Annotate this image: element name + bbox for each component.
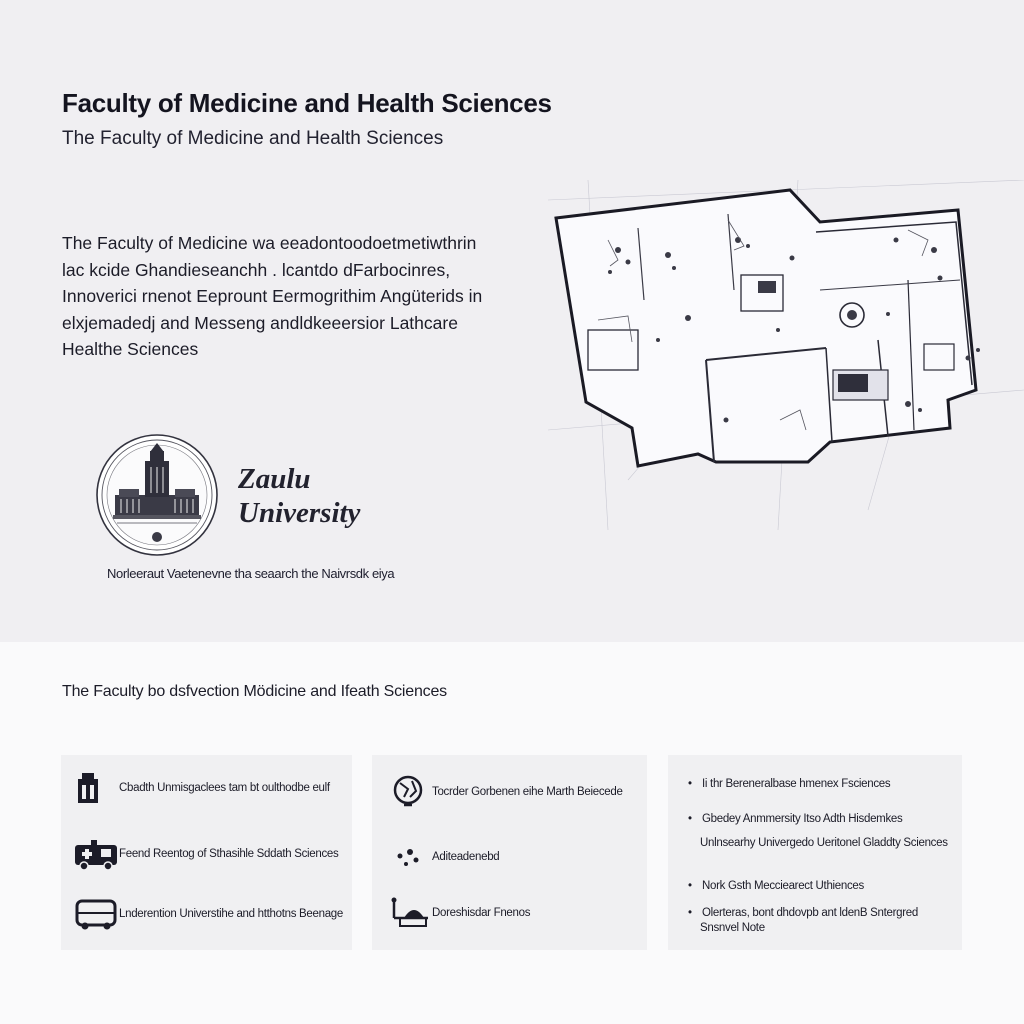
list-item <box>73 837 338 871</box>
list-item-text: Feend Reentog of Sthasihle Sddath Sciences <box>119 848 339 860</box>
list-item <box>386 840 499 874</box>
bullet-dot: • <box>688 907 692 919</box>
university-seal-icon <box>95 433 219 557</box>
intro-line: The Faculty of Medicine wa eeadontoodoetmetiwthrin <box>62 233 477 253</box>
list-item-text: Cbadth Unmisgaclees tam bt oulthodbe eulf <box>119 782 330 794</box>
globe-icon <box>386 775 432 809</box>
card-text: Unlnsearhy Univergedo Ueritonel Gladdty Sciences <box>700 837 948 849</box>
lab-building-icon <box>73 771 119 805</box>
bullet-text: Gbedey Anmmersity Itso Adth Hisdemkes <box>702 813 903 825</box>
intro-line: lac kcide Ghandieseanchh . lcantdo dFarbocinres, <box>62 259 451 280</box>
intro-paragraph <box>62 230 482 363</box>
list-item-text: Tocrder Gorbenen eihe Marth Beiecede <box>432 786 623 798</box>
bullet-text: Ii thr Bereneralbase hmenex Fsciences <box>702 778 891 790</box>
list-item-text: Aditeadenebd <box>432 851 500 863</box>
card-text: Snsnvel Note <box>700 922 765 934</box>
university-tagline: Norleeraut Vaetenevne tha seaarch the Naivrsdk eiya <box>107 566 395 581</box>
page-title: Faculty of Medicine and Health Sciences <box>62 88 552 118</box>
list-item <box>73 771 330 805</box>
list-item-text: Doreshisdar Fnenos <box>432 907 531 919</box>
intro-line: elxjemadedj and Messeng andldkeeersior Lathcare <box>62 312 458 333</box>
intro-line: Healthe Sciences <box>62 339 199 359</box>
lab-equipment-icon <box>386 896 432 930</box>
list-item <box>386 775 623 809</box>
university-name <box>238 462 360 530</box>
page-subtitle: The Faculty of Medicine and Health Sciences <box>62 128 444 149</box>
bullet-text: Olerteras, bont dhdovpb ant ldenB Sntergred <box>702 907 918 919</box>
molecule-icon <box>386 840 432 874</box>
university-name-line1: Zaulu <box>238 463 311 495</box>
bullet-dot: • <box>688 778 692 790</box>
floor-plan-illustration <box>548 180 1024 530</box>
list-item-text: Lnderention Universtihe and htthotns Beenage <box>119 908 343 920</box>
bullet-item <box>688 878 864 894</box>
intro-line: Innoverici rnenot Eeprount Eermogrithim Angüterids in <box>62 286 483 306</box>
university-name-line2: University <box>238 497 361 529</box>
feature-card <box>372 755 647 950</box>
lower-section <box>0 642 1024 1024</box>
feature-card <box>668 755 962 950</box>
list-item <box>73 897 343 931</box>
section-title: The Faculty bo dsfvection Mödicine and Ifeath Sciences <box>62 683 447 700</box>
bullet-item <box>688 905 918 921</box>
bullet-item <box>688 776 890 792</box>
feature-card <box>61 755 352 950</box>
van-icon <box>73 897 119 931</box>
bullet-item <box>688 811 902 827</box>
bullet-text: Nork Gsth Mecciearect Uthiences <box>702 880 864 892</box>
bullet-dot: • <box>688 880 692 892</box>
list-item <box>386 896 530 930</box>
bullet-dot: • <box>688 813 692 825</box>
ambulance-icon <box>73 837 119 871</box>
